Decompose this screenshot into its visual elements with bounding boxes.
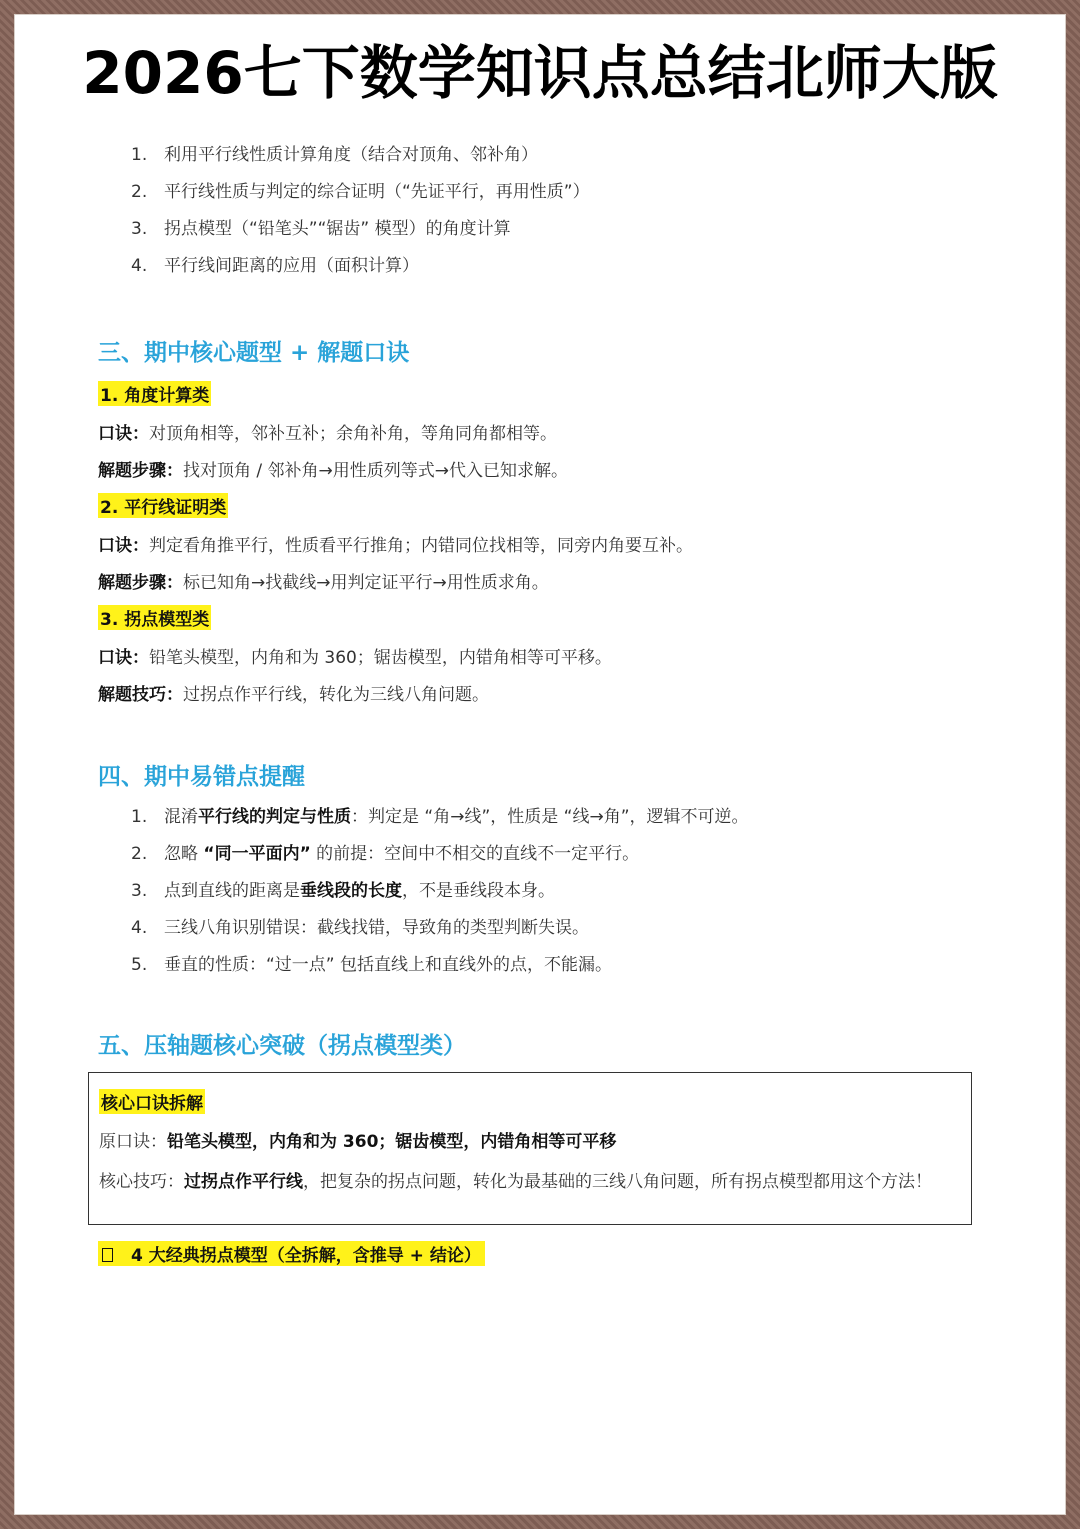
list-text-pre: 点到直线的距离是 [164, 881, 300, 901]
list-text-pre: 三线八角识别错误：截线找错，导致角的类型判断失误。 [164, 918, 589, 938]
row-text: ，把复杂的拐点问题，转化为最基础的三线八角问题，所有拐点模型都用这个方法！ [303, 1172, 932, 1192]
line-text: 铅笔头模型，内角和为 360；锯齿模型，内错角相等可平移。 [149, 648, 612, 668]
four-models-heading [98, 1241, 485, 1266]
group-title-turning-point: 3. 拐点模型类 [98, 605, 211, 630]
section-heading-common-errors: 四、期中易错点提醒 [98, 764, 305, 790]
list-text-bold: “同一平面内” [203, 844, 311, 864]
list-item [131, 248, 590, 285]
line-text: 标已知角→找截线→用判定证平行→用性质求角。 [183, 573, 549, 593]
list-item [131, 836, 749, 873]
list-number: 1. [131, 807, 148, 827]
list-text-post: 的前提：空间中不相交的直线不一定平行。 [310, 844, 640, 864]
core-technique [99, 1164, 961, 1201]
list-text-bold: 平行线的判定与性质 [198, 807, 351, 827]
list-text-pre: 混淆 [164, 807, 198, 827]
line-text: 判定看角推平行，性质看平行推角；内错同位找相等，同旁内角要互补。 [149, 536, 693, 556]
four-models-text: 4 大经典拐点模型（全拆解，含推导 + 结论） [131, 1246, 481, 1266]
list-number: 2. [131, 844, 148, 864]
line-label: 解题步骤： [98, 461, 183, 481]
list-item [131, 873, 749, 910]
list-number: 3. [131, 219, 148, 239]
section-heading-core-types: 三、期中核心题型 + 解题口诀 [98, 340, 410, 366]
line-label: 口诀： [98, 536, 149, 556]
list-item [131, 174, 590, 211]
list-text-post: ：判定是 “角→线”，性质是 “线→角”，逻辑不可逆。 [351, 807, 749, 827]
list-number: 2. [131, 182, 148, 202]
page-title: 2026七下数学知识点总结北师大版 [82, 39, 998, 107]
list-text-pre: 垂直的性质：“过一点” 包括直线上和直线外的点，不能漏。 [164, 955, 613, 975]
checkbox-square-icon [102, 1248, 113, 1262]
list-text: 平行线间距离的应用（面积计算） [164, 256, 419, 276]
mnemonic-line [98, 643, 612, 668]
list-number: 1. [131, 145, 148, 165]
mnemonic-line [98, 419, 557, 444]
line-label: 口诀： [98, 424, 149, 444]
list-number: 4. [131, 918, 148, 938]
line-text: 过拐点作平行线，转化为三线八角问题。 [183, 685, 489, 705]
key-mnemonic-box [88, 1072, 972, 1225]
list-item [131, 799, 749, 836]
group-title-parallel: 2. 平行线证明类 [98, 493, 228, 518]
list-item [131, 137, 590, 174]
line-label: 解题技巧： [98, 685, 183, 705]
row-label: 核心技巧： [99, 1172, 184, 1192]
list-item [131, 211, 590, 248]
list-text-bold: 垂线段的长度 [300, 881, 402, 901]
topic-list [131, 137, 590, 285]
list-item [131, 947, 749, 984]
group-title-angle: 1. 角度计算类 [98, 381, 211, 406]
row-label: 原口诀： [99, 1132, 167, 1152]
original-mnemonic [99, 1127, 616, 1152]
row-bold: 过拐点作平行线 [184, 1172, 303, 1192]
line-text: 对顶角相等，邻补互补；余角补角，等角同角都相等。 [149, 424, 557, 444]
list-text: 平行线性质与判定的综合证明（“先证平行，再用性质”） [164, 182, 590, 202]
list-number: 3. [131, 881, 148, 901]
line-text: 找对顶角 / 邻补角→用性质列等式→代入已知求解。 [183, 461, 569, 481]
section-heading-final-problems: 五、压轴题核心突破（拐点模型类） [98, 1033, 466, 1059]
error-list [131, 799, 749, 984]
list-item [131, 910, 749, 947]
steps-line [98, 456, 568, 481]
list-text-post: ，不是垂线段本身。 [402, 881, 555, 901]
mnemonic-line [98, 531, 693, 556]
tips-line [98, 680, 489, 705]
steps-line [98, 568, 549, 593]
list-text-pre: 忽略 [164, 844, 204, 864]
list-number: 4. [131, 256, 148, 276]
row-bold: 铅笔头模型，内角和为 360；锯齿模型，内错角相等可平移 [167, 1132, 617, 1152]
list-number: 5. [131, 955, 148, 975]
line-label: 口诀： [98, 648, 149, 668]
line-label: 解题步骤： [98, 573, 183, 593]
list-text: 利用平行线性质计算角度（结合对顶角、邻补角） [164, 145, 538, 165]
box-title: 核心口诀拆解 [99, 1089, 205, 1114]
list-text: 拐点模型（“铅笔头”“锯齿” 模型）的角度计算 [164, 219, 511, 239]
